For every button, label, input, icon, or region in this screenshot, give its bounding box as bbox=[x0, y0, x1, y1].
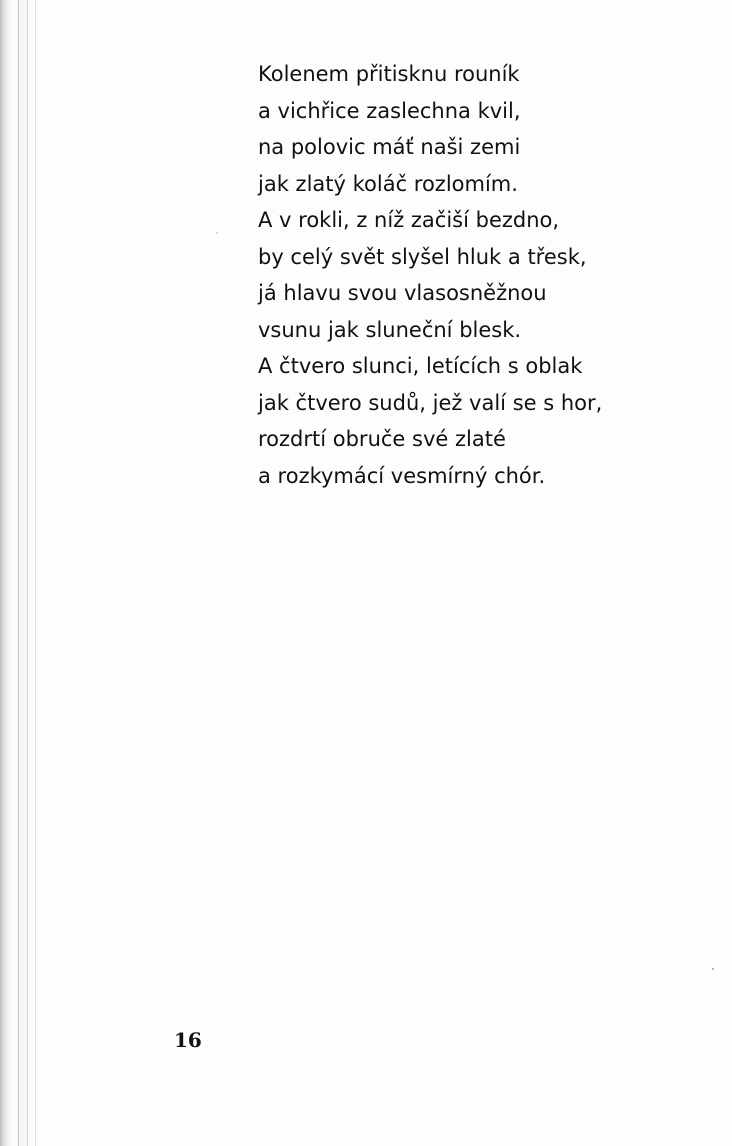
poem-line: A čtvero slunci, letících s oblak bbox=[258, 354, 583, 378]
poem-line: by celý svět slyšel hluk a třesk, bbox=[258, 244, 587, 269]
binding-line bbox=[35, 0, 36, 1146]
poem-line: a vichřice zaslechna kvil, bbox=[258, 98, 521, 123]
poem-line: jak zlatý koláč rozlomím. bbox=[258, 171, 518, 196]
poem-line: A v rokli, z níž začiší bezdno, bbox=[258, 208, 560, 232]
poem-line: a rozkymácí vesmírný chór. bbox=[258, 463, 546, 488]
poem-line: já hlavu svou vlasosněžnou bbox=[258, 281, 547, 305]
scan-speck bbox=[712, 968, 714, 970]
scan-speck bbox=[216, 232, 218, 234]
binding-line bbox=[27, 0, 28, 1146]
poem-line: na polovic máť naši zemi bbox=[258, 135, 521, 159]
poem-line: vsunu jak sluneční blesk. bbox=[258, 317, 522, 342]
binding-line bbox=[18, 0, 19, 1146]
poem-line: Kolenem přitisknu rouník bbox=[258, 62, 520, 86]
binding-edge bbox=[0, 0, 40, 1146]
poem-line: jak čtvero sudů, jež valí se s hor, bbox=[258, 390, 603, 415]
poem-text bbox=[258, 56, 602, 494]
poem-line: rozdrtí obruče své zlaté bbox=[258, 427, 506, 451]
page-number: 16 bbox=[174, 1028, 202, 1052]
